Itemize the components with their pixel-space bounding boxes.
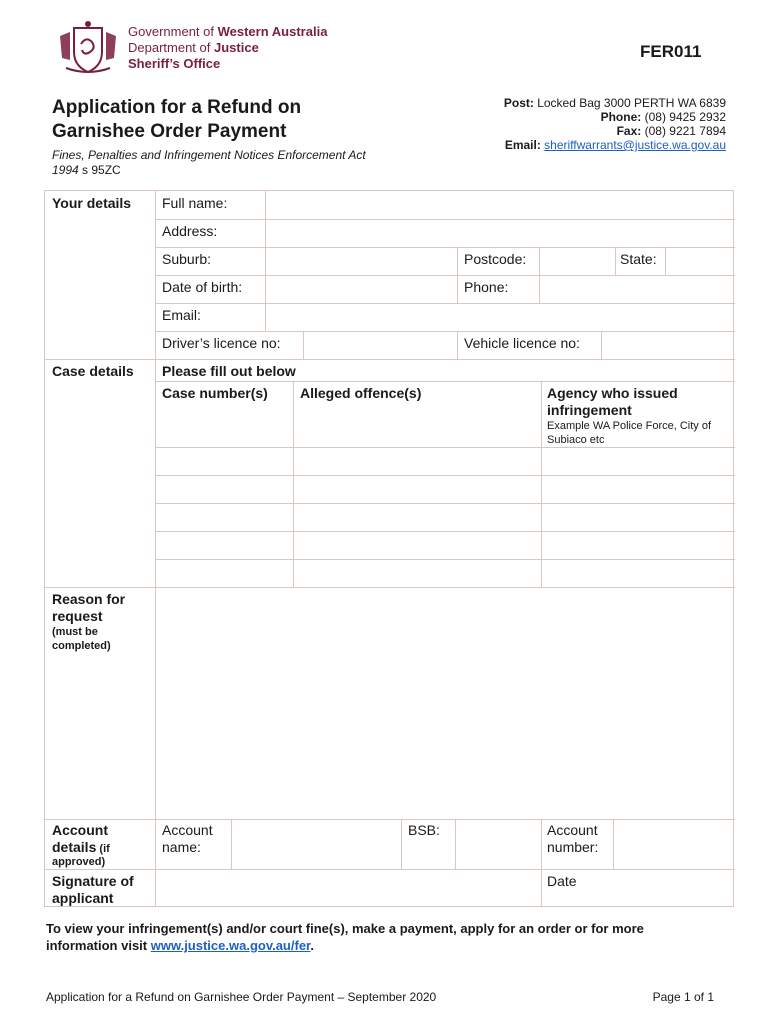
signature-label-line-1: Signature of xyxy=(52,873,134,889)
account-number-label xyxy=(547,822,598,856)
case-row-1-agency-input[interactable] xyxy=(545,451,731,471)
case-row-4-agency-input[interactable] xyxy=(545,535,731,555)
reason-label-line-2: request xyxy=(52,608,103,624)
agency-example: Example WA Police Force, City of Subiaco etc xyxy=(547,420,712,446)
phone-label: Phone: xyxy=(600,110,642,124)
phone-field-label: Phone: xyxy=(464,279,509,295)
reason-note-line-2: completed) xyxy=(52,640,111,652)
col-agency-line-2: infringement xyxy=(547,402,632,418)
contact-block xyxy=(504,96,726,152)
account-label-line-2: details xyxy=(52,839,97,855)
act-name: Fines, Penalties and Infringement Notices Enforcement Act xyxy=(52,148,366,162)
case-row-2-offence-input[interactable] xyxy=(297,479,537,499)
visit-line-1: To view your infringement(s) and/or court fine(s), make a payment, apply for an order or for more xyxy=(46,921,644,936)
reason-note xyxy=(52,625,111,653)
vehicle-licence-input[interactable] xyxy=(605,336,731,356)
title-line-1: Application for a Refund on xyxy=(52,97,302,118)
reason-note-line-1: (must be xyxy=(52,626,98,638)
act-section: s 95ZC xyxy=(78,163,121,177)
agency-logo xyxy=(56,18,376,78)
date-input[interactable] xyxy=(589,875,729,901)
full-name-input[interactable] xyxy=(269,196,729,216)
email-field-label: Email: xyxy=(162,307,201,323)
full-name-label: Full name: xyxy=(162,195,228,211)
page-number: Page 1 of 1 xyxy=(652,990,714,1004)
gov-line-prefix: Government of xyxy=(128,24,218,39)
signature-input[interactable] xyxy=(161,875,535,901)
address-label: Address: xyxy=(162,223,218,239)
case-row-5-agency-input[interactable] xyxy=(545,563,731,583)
col-agency-line-1: Agency who issued xyxy=(547,385,678,401)
case-row-3-offence-input[interactable] xyxy=(297,507,537,527)
title-line-2: Garnishee Order Payment xyxy=(52,121,287,142)
dob-input[interactable] xyxy=(269,280,453,300)
dept-line-bold: Justice xyxy=(214,40,259,55)
visit-suffix: . xyxy=(310,938,315,953)
post-value: Locked Bag 3000 PERTH WA 6839 xyxy=(533,96,726,110)
case-row-5-offence-input[interactable] xyxy=(297,563,537,583)
vehicle-licence-label: Vehicle licence no: xyxy=(464,335,580,351)
phone-input[interactable] xyxy=(543,280,731,300)
case-row-3-agency-input[interactable] xyxy=(545,507,731,527)
account-name-label xyxy=(162,822,213,856)
case-row-4-case-input[interactable] xyxy=(159,535,289,555)
bsb-label: BSB: xyxy=(408,822,440,838)
gov-line-bold: Western Australia xyxy=(217,24,328,39)
postcode-input[interactable] xyxy=(543,252,611,272)
case-details-heading: Case details xyxy=(52,363,134,379)
postcode-label: Postcode: xyxy=(464,251,527,267)
col-agency xyxy=(547,385,731,419)
col-case-number: Case number(s) xyxy=(162,385,268,401)
document-title xyxy=(52,96,372,144)
fax-value: (08) 9221 7894 xyxy=(641,124,726,138)
fax-label: Fax: xyxy=(616,124,642,138)
account-number-line-1: Account xyxy=(547,822,598,838)
email-label: Email: xyxy=(504,138,541,152)
account-label-approved: approved) xyxy=(52,856,106,868)
state-input[interactable] xyxy=(669,252,731,272)
visit-line-2-prefix: information visit xyxy=(46,938,151,953)
office-line: Sheriff’s Office xyxy=(128,56,221,71)
state-label: State: xyxy=(620,251,657,267)
case-row-1-offence-input[interactable] xyxy=(297,451,537,471)
case-row-4-offence-input[interactable] xyxy=(297,535,537,555)
email-link[interactable]: sheriffwarrants@justice.wa.gov.au xyxy=(544,138,726,152)
account-number-input[interactable] xyxy=(617,831,731,855)
signature-label xyxy=(52,873,134,907)
reason-label xyxy=(52,591,125,625)
suburb-label: Suburb: xyxy=(162,251,212,267)
application-form-table xyxy=(44,190,734,907)
col-alleged-offence: Alleged offence(s) xyxy=(300,385,422,401)
case-row-5-case-input[interactable] xyxy=(159,563,289,583)
account-label-if: (if xyxy=(96,843,110,855)
account-name-line-1: Account xyxy=(162,822,213,838)
account-name-line-2: name: xyxy=(162,839,201,855)
visit-notice xyxy=(46,920,736,954)
case-row-2-agency-input[interactable] xyxy=(545,479,731,499)
act-year: 1994 xyxy=(52,163,79,177)
post-label: Post: xyxy=(503,96,534,110)
form-code: FER011 xyxy=(640,42,702,61)
date-label: Date xyxy=(547,873,577,889)
footer-document-title: Application for a Refund on Garnishee Order Payment – September 2020 xyxy=(46,990,437,1004)
bsb-input[interactable] xyxy=(459,831,537,855)
email-input[interactable] xyxy=(269,308,729,328)
case-row-3-case-input[interactable] xyxy=(159,507,289,527)
suburb-input[interactable] xyxy=(269,252,453,272)
account-name-input[interactable] xyxy=(235,831,397,855)
wa-crest-icon xyxy=(56,18,120,76)
reason-textarea[interactable] xyxy=(161,593,729,813)
act-reference xyxy=(52,148,412,178)
account-details-label xyxy=(52,822,110,856)
account-number-line-2: number: xyxy=(547,839,599,855)
address-input[interactable] xyxy=(269,224,729,244)
your-details-heading: Your details xyxy=(52,195,132,211)
drivers-licence-label: Driver’s licence no: xyxy=(162,335,281,351)
reason-label-line-1: Reason for xyxy=(52,591,126,607)
account-label-line-1: Account xyxy=(52,822,108,838)
dept-line-prefix: Department of xyxy=(128,40,214,55)
case-row-1-case-input[interactable] xyxy=(159,451,289,471)
drivers-licence-input[interactable] xyxy=(307,336,453,356)
case-instruction: Please fill out below xyxy=(162,363,296,379)
phone-value: (08) 9425 2932 xyxy=(641,110,726,124)
dob-label: Date of birth: xyxy=(162,279,243,295)
case-row-2-case-input[interactable] xyxy=(159,479,289,499)
signature-label-line-2: applicant xyxy=(52,890,114,906)
fer-link[interactable]: www.justice.wa.gov.au/fer xyxy=(150,938,311,953)
